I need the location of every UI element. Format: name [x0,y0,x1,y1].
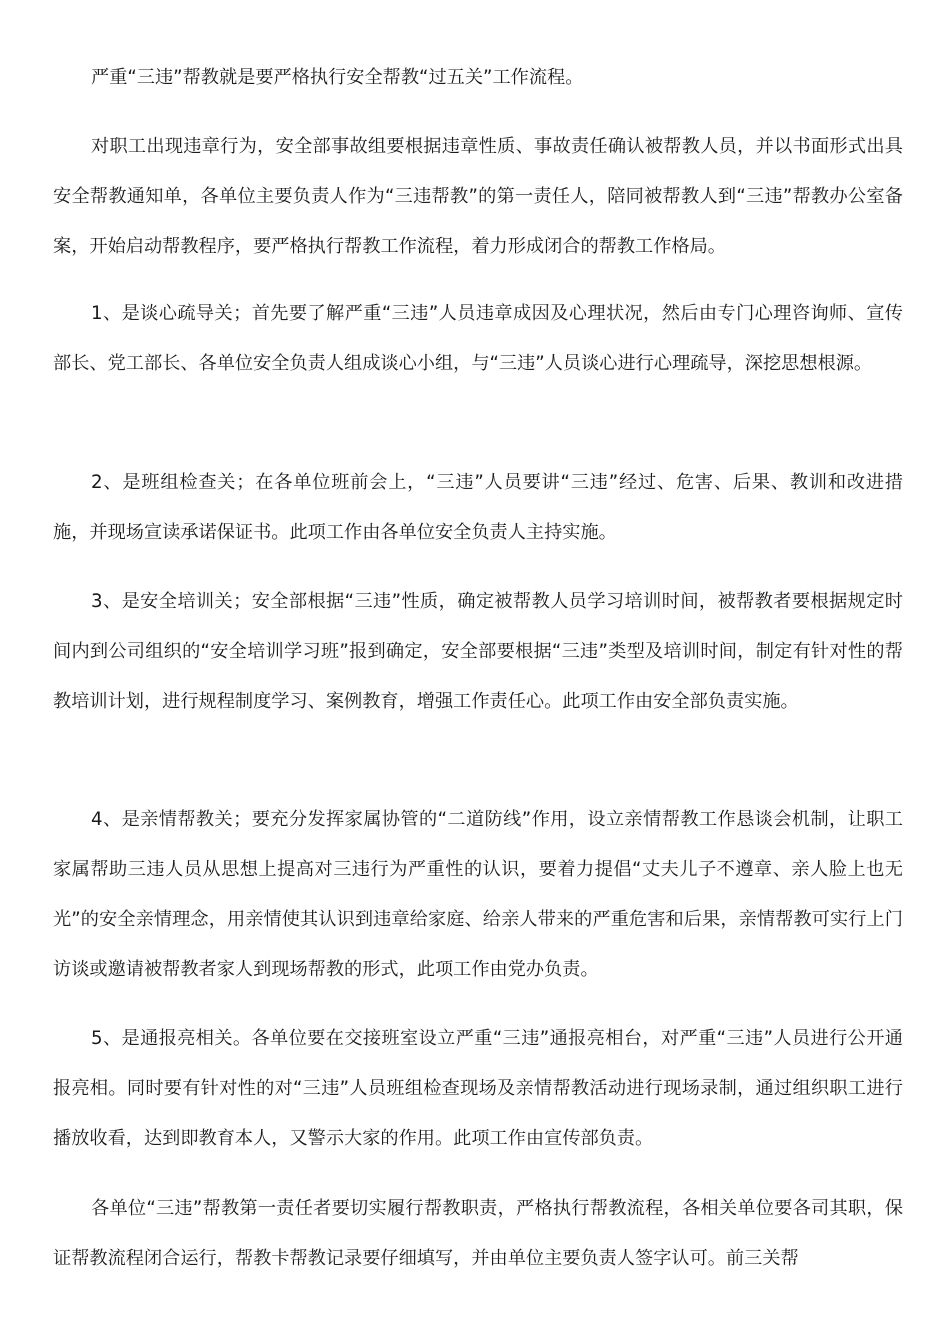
procedure-paragraph: 对职工出现违章行为，安全部事故组要根据违章性质、事故责任确认被帮教人员，并以书面形式出具安全帮教通知单，各单位主要负责人作为“三违帮教”的第一责任人，陪同被帮教人到“三违”帮教办公室备案，开始启动帮教程序，要严格执行帮教工作流程，着力形成闭合的帮教工作格局。 [53,136,903,257]
step-3-paragraph: 3、是安全培训关；安全部根据“三违”性质，确定被帮教人员学习培训时间，被帮教者要根据规定时间内到公司组织的“安全培训学习班”报到确定，安全部要根据“三违”类型及培训时间，制定有针对性的帮教培训计划，进行规程制度学习、案例教育，增强工作责任心。此项工作由安全部负责实施。 [53,591,903,712]
step-1-paragraph: 1、是谈心疏导关；首先要了解严重“三违”人员违章成因及心理状况，然后由专门心理咨询师、宣传部长、党工部长、各单位安全负责人组成谈心小组，与“三违”人员谈心进行心理疏导，深挖思想根源。 [53,303,903,374]
step-5-paragraph: 5、是通报亮相关。各单位要在交接班室设立严重“三违”通报亮相台，对严重“三违”人员进行公开通报亮相。同时要有针对性的对“三违”人员班组检查现场及亲情帮教活动进行现场录制，通过组织职工进行播放收看，达到即教育本人，又警示大家的作用。此项工作由宣传部负责。 [53,1028,903,1149]
closing-paragraph: 各单位“三违”帮教第一责任者要切实履行帮教职责，严格执行帮教流程，各相关单位要各司其职，保证帮教流程闭合运行，帮教卡帮教记录要仔细填写，并由单位主要负责人签字认可。前三关帮 [53,1198,903,1269]
step-2-paragraph: 2、是班组检查关；在各单位班前会上，“三违”人员要讲“三违”经过、危害、后果、教训和改进措施，并现场宣读承诺保证书。此项工作由各单位安全负责人主持实施。 [53,472,903,543]
step-4-paragraph: 4、是亲情帮教关；要充分发挥家属协管的“二道防线”作用，设立亲情帮教工作恳谈会机制，让职工家属帮助三违人员从思想上提高对三违行为严重性的认识，要着力提倡“丈夫儿子不遵章、亲人脸上也无光”的安全亲情理念，用亲情使其认识到违章给家庭、给亲人带来的严重危害和后果，亲情帮教可实行上门访谈或邀请被帮教者家人到现场帮教的形式，此项工作由党办负责。 [53,809,903,980]
intro-paragraph: 严重“三违”帮教就是要严格执行安全帮教“过五关”工作流程。 [91,67,584,88]
